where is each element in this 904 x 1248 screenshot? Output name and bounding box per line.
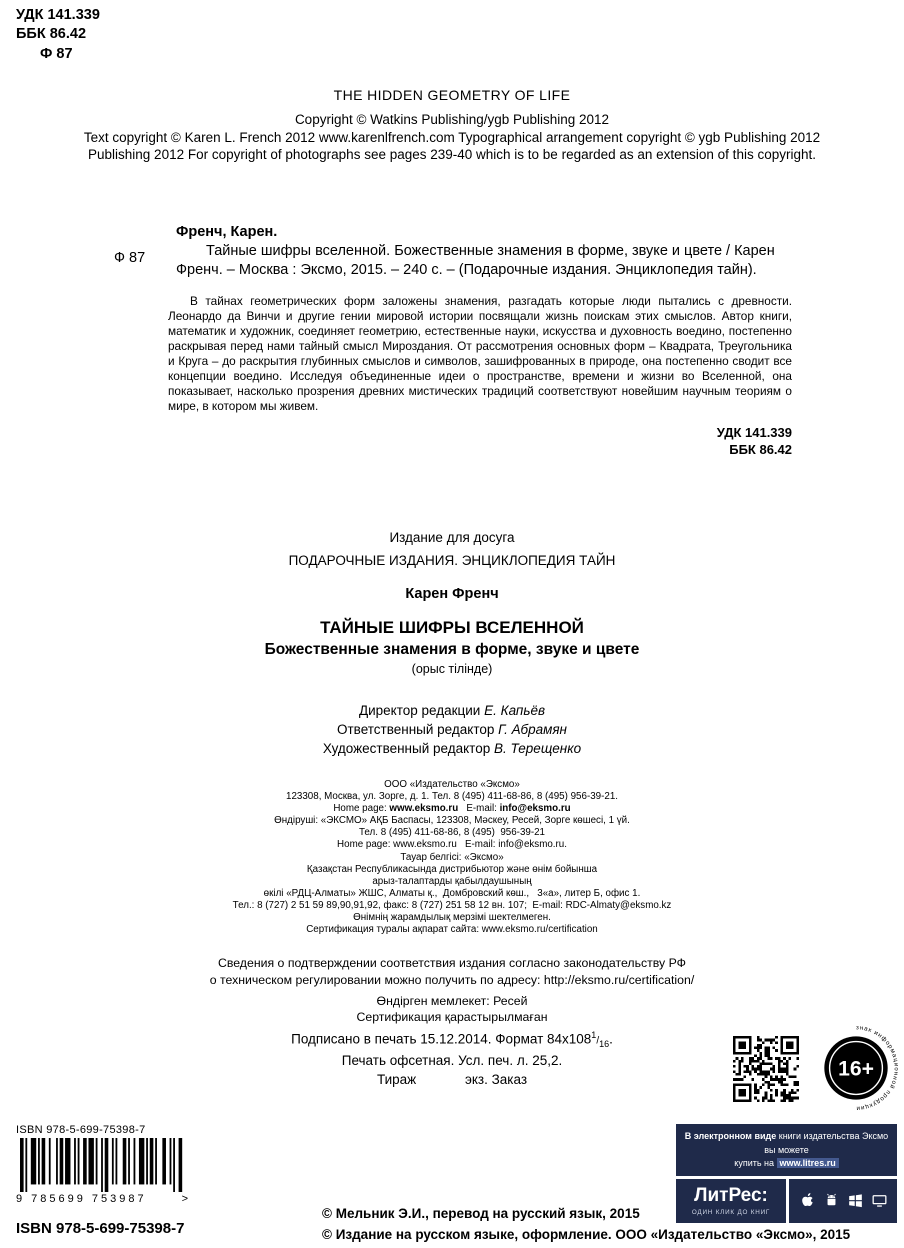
book-annotation: В тайнах геометрических форм заложены знамения, разгадать которые люди пытались с древности. Леонардо да Винчи и другие гении мировой истории посвящали жизнь поискам этих смыслов. Автор книги, математик и художник, соединяет геометрию, естественные науки, искусства и духовность воедино, постепенно раскрывая перед нами тайный смысл Мироздания. От рассмотрения основных форм – Квадрата, Треугольника и Круга – до раскрытия глубинных смыслов и символов, зашифрованных в природе, она постепенно сводит все концепции воедино. Исследуя объединенные идеи о пространстве, времени и жизни во Вселенной, она показывает, насколько прозрения древних мистических традиций соответствуют новейшим научным теориям о мире, в котором мы живем. xyxy=(168,293,792,413)
imprint-block xyxy=(0,530,904,758)
litres-promo-text xyxy=(676,1124,897,1176)
litres-logo: ЛитРес: xyxy=(694,1185,768,1206)
staff-name: Г. Абрамян xyxy=(498,722,567,738)
format-suffix: . xyxy=(609,1031,613,1047)
ean13-barcode xyxy=(16,1138,188,1192)
series-title: ПОДАРОЧНЫЕ ИЗДАНИЯ. ЭНЦИКЛОПЕДИЯ ТАЙН xyxy=(288,553,616,568)
bbk-code-right: ББК 86.42 xyxy=(729,442,792,458)
classification-codes xyxy=(16,6,100,64)
kz-imprint-line: Өнімнің жарамдылық мерзімі шектелмеген. xyxy=(353,912,551,924)
book-title: ТАЙНЫЕ ШИФРЫ ВСЕЛЕННОЙ xyxy=(320,618,584,637)
kz-imprint-line: Тауар белгісі: «Эксмо» xyxy=(400,851,504,863)
staff-role: Ответственный редактор xyxy=(337,722,499,738)
catalog-card-description: Тайные шифры вселенной. Божественные знамения в форме, звуке и цвете / Карен Френч. – Москва : Эксмо, 2015. – 240 с. – (Подарочные издания. Энциклопедия тайн). xyxy=(176,243,775,279)
udk-code: УДК 141.339 xyxy=(16,7,100,23)
staff-role: Художественный редактор xyxy=(322,741,494,757)
barcode-quiet-zone-mark: > xyxy=(181,1193,188,1205)
kz-imprint-line: Тел. 8 (495) 411-68-86, 8 (495) 956-39-21 xyxy=(358,827,545,839)
certification-note: Сертификация қарастырылмаған xyxy=(356,1010,548,1025)
email-label: E-mail: xyxy=(458,803,500,815)
language-note: (орыс тілінде) xyxy=(411,662,493,676)
barcode-digits-row xyxy=(16,1193,188,1205)
format-sub: 16 xyxy=(599,1039,610,1050)
isbn-label: ISBN 978-5-699-75398-7 xyxy=(16,1124,146,1136)
litres-slogan: ОДИН КЛИК ДО КНИГ xyxy=(691,1209,771,1216)
qr-code xyxy=(733,1036,799,1102)
book-subtitle: Божественные знамения в форме, звуке и цвете xyxy=(264,641,640,658)
barcode-digits: 9 785699 753987 xyxy=(16,1193,147,1205)
litres-buy-label: купить на xyxy=(734,1158,777,1168)
staff-line xyxy=(0,720,904,739)
publisher-details xyxy=(0,779,904,936)
catalog-card-code: Ф 87 xyxy=(114,250,146,266)
staff-credits xyxy=(0,701,904,758)
homepage-label: Home page: xyxy=(333,803,390,815)
publisher-name: ООО «Издательство «Эксмо» xyxy=(384,779,520,790)
kz-imprint-line: Қазақстан Республикасында дистрибьютор және өнім бойынша xyxy=(306,863,598,875)
edition-copyright: © Издание на русском языке, оформление. ООО «Издательство «Эксмо», 2015 xyxy=(322,1227,851,1243)
format-prefix: Подписано в печать 15.12.2014. Формат 84x108 xyxy=(291,1031,592,1047)
staff-line xyxy=(0,739,904,758)
homepage-url: www.eksmo.ru xyxy=(389,803,459,815)
original-copyright-block xyxy=(52,86,852,164)
staff-line xyxy=(0,701,904,720)
email-url: info@eksmo.ru xyxy=(499,803,571,815)
badge-ring-text: знак информационной продукции xyxy=(855,1024,900,1112)
classification-codes-right xyxy=(114,424,792,459)
format-sup: 1 xyxy=(591,1030,597,1040)
qr-code-image xyxy=(733,1036,799,1102)
tv-icon xyxy=(870,1191,889,1210)
age-rating-label: 16+ xyxy=(838,1057,874,1081)
udk-code-right: УДК 141.339 xyxy=(716,424,792,440)
litres-url: www.litres.ru xyxy=(777,1158,839,1168)
kz-imprint-line: өкілі «РДЦ-Алматы» ЖШС, Алматы қ., Домбровский көш., 3«а», литер Б, офис 1. xyxy=(263,887,641,899)
kz-imprint-line: арыз-талаптарды қабылдаушының xyxy=(372,875,532,887)
compliance-line: Сведения о подтверждении соответствия издания согласно законодательству РФ xyxy=(217,956,687,970)
origin-note xyxy=(0,993,904,1025)
book-author: Карен Френч xyxy=(405,586,499,602)
compliance-line: о техническом регулировании можно получить по адресу: http://eksmo.ru/certification/ xyxy=(209,972,695,987)
staff-name: Е. Капьёв xyxy=(484,703,546,718)
isbn-bottom: ISBN 978-5-699-75398-7 xyxy=(16,1220,185,1237)
bbk-code: ББК 86.42 xyxy=(16,25,87,42)
translation-copyright: © Мельник Э.И., перевод на русский язык, 2015 xyxy=(322,1206,640,1221)
publisher-homepage-line xyxy=(0,803,904,815)
staff-name: В. Терещенко xyxy=(493,741,582,757)
original-title: THE HIDDEN GEOMETRY OF LIFE xyxy=(333,87,571,103)
kz-imprint-line: Home page: www.eksmo.ru E-mail: info@eksmo.ru. xyxy=(337,839,567,851)
catalog-card xyxy=(114,224,792,459)
publisher-address: 123308, Москва, ул. Зорге, д. 1. Тел. 8 (495) 411-68-86, 8 (495) 956-39-21. xyxy=(286,791,618,803)
edition-type: Издание для досуга xyxy=(389,530,515,545)
litres-promo-bold: В электронном виде xyxy=(684,1131,777,1141)
publisher-copyright-line: Copyright © Watkins Publishing/ygb Publishing 2012 xyxy=(294,112,610,128)
copyright-block xyxy=(322,1203,850,1246)
kz-imprint-line: Сертификация туралы ақпарат сайта: www.eksmo.ru/certification xyxy=(306,924,598,936)
catalog-card-author: Френч, Карен. xyxy=(176,224,278,240)
compliance-note xyxy=(0,955,904,988)
print-method-line: Печать офсетная. Усл. печ. л. 25,2. xyxy=(341,1052,563,1068)
kz-imprint-line: Тел.: 8 (727) 2 51 59 89,90,91,92, факс: 8 (727) 251 58 12 вн. 107; E-mail: RDC-Almaty@eksmo.kz xyxy=(232,899,672,911)
origin-country: Өндірген мемлекет: Ресей xyxy=(376,994,528,1008)
age-rating-badge xyxy=(812,1024,900,1112)
litres-promo-rest: книги издательства Эксмо вы можете xyxy=(764,1131,889,1155)
print-run-line: Тираж экз. Заказ xyxy=(376,1072,528,1088)
kz-imprint-line: Өндіруші: «ЭКСМО» АҚБ Баспасы, 123308, Мәскеу, Ресей, Зорге көшесі, 1 үй. xyxy=(274,815,630,827)
isbn-barcode-block xyxy=(16,1124,196,1205)
staff-role: Директор редакции xyxy=(358,703,485,718)
text-copyright-paragraph: Text copyright © Karen L. French 2012 www.karenlfrench.com Typographical arrangement copyright © ygb Publishing 2012 Publishing 2012 For copyright of photographs see pages 239-40 which is to be regarded as an extension of this copyright. xyxy=(83,129,821,163)
format-slash: / xyxy=(596,1035,600,1047)
author-sign-code: Ф 87 xyxy=(40,45,73,62)
